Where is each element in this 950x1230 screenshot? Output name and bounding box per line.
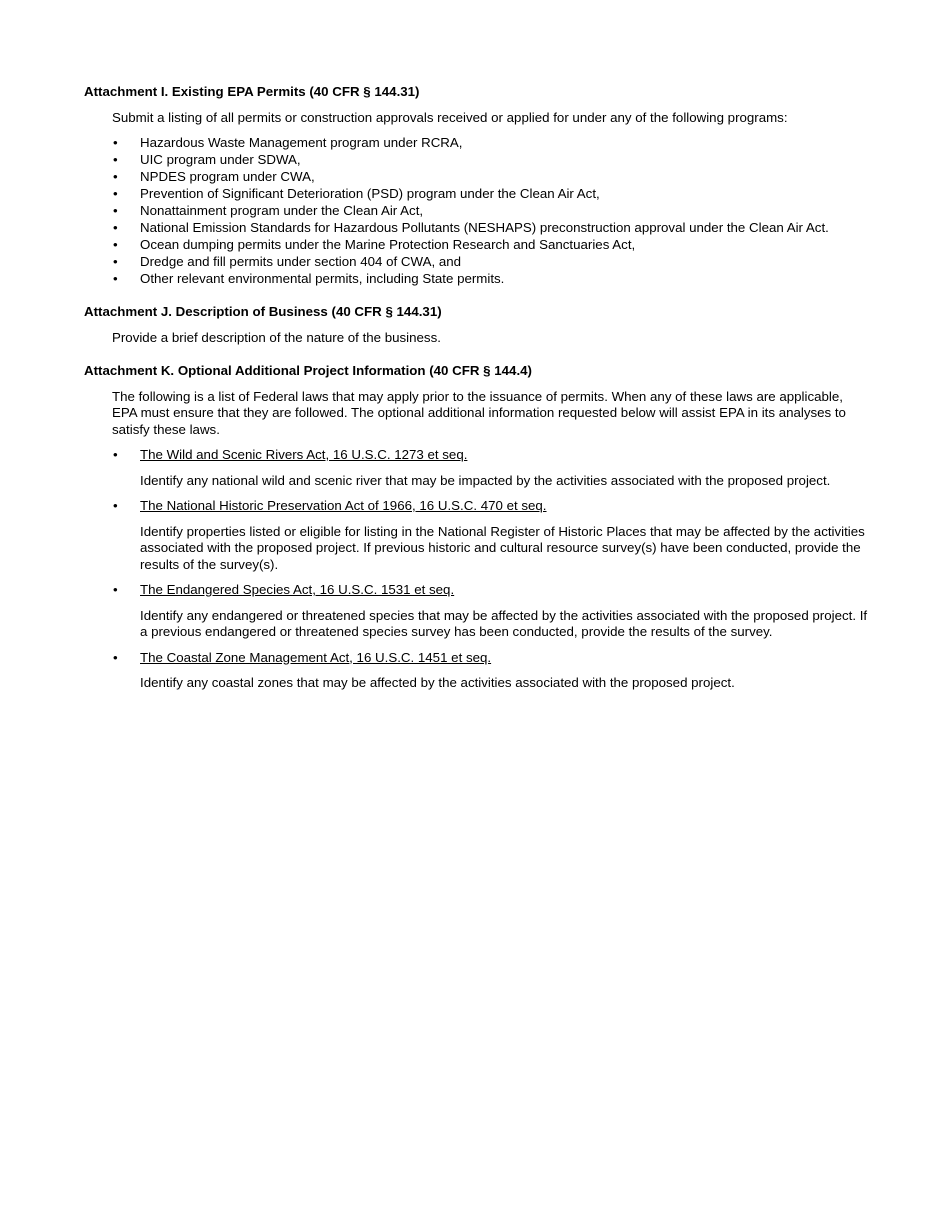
attachment-i-heading: Attachment I. Existing EPA Permits (40 CFR § 144.31) (84, 84, 420, 99)
attachment-i-section (84, 84, 868, 287)
program-label: Dredge and fill permits under section 404 of CWA, and (140, 254, 462, 269)
list-item (84, 270, 868, 287)
law-title: The Coastal Zone Management Act, 16 U.S.C. 1451 et seq. (140, 649, 492, 665)
list-item (84, 582, 868, 641)
list-item (84, 168, 868, 185)
program-label: Nonattainment program under the Clean Air Act, (140, 203, 424, 218)
attachment-i-intro: Submit a listing of all permits or construction approvals received or applied for under any of the following programs: (112, 109, 788, 125)
attachment-j-heading: Attachment J. Description of Business (40 CFR § 144.31) (84, 304, 442, 319)
bullet-icon: • (113, 237, 118, 252)
bullet-icon: • (113, 271, 118, 286)
program-label: NPDES program under CWA, (140, 169, 315, 184)
list-item (84, 202, 868, 219)
list-item (84, 236, 868, 253)
permit-program-list (84, 134, 868, 287)
list-item (84, 219, 868, 236)
bullet-icon: • (113, 254, 118, 269)
bullet-icon: • (113, 186, 118, 201)
document-page (84, 84, 868, 692)
law-description: Identify any coastal zones that may be affected by the activities associated with the proposed project. (140, 675, 735, 690)
bullet-icon: • (113, 135, 118, 150)
law-description: Identify properties listed or eligible for listing in the National Register of Historic Places that may be affected by the activities associated with the proposed project. If previous historic and cultural resource survey(s) have been conducted, provide the results of the survey(s). (140, 523, 865, 572)
attachment-k-section (84, 363, 868, 692)
law-title: The Wild and Scenic Rivers Act, 16 U.S.C. 1273 et seq. (140, 447, 468, 462)
bullet-icon: • (113, 203, 118, 218)
bullet-icon: • (113, 152, 118, 167)
bullet-icon: • (113, 220, 118, 235)
list-item (84, 151, 868, 168)
program-label: UIC program under SDWA, (140, 152, 301, 167)
program-label: Prevention of Significant Deterioration (PSD) program under the Clean Air Act, (140, 186, 600, 201)
list-item (84, 134, 868, 151)
program-label: National Emission Standards for Hazardous Pollutants (NESHAPS) preconstruction approval under the Clean Air Act. (140, 220, 829, 235)
bullet-icon: • (113, 498, 118, 513)
bullet-icon: • (113, 169, 118, 184)
list-item (84, 650, 868, 692)
bullet-icon: • (113, 582, 118, 597)
program-label: Hazardous Waste Management program under RCRA, (140, 135, 463, 150)
attachment-k-intro: The following is a list of Federal laws that may apply prior to the issuance of permits. When any of these laws are applicable, EPA must ensure that they are followed. The optional additional information requested below will assist EPA in its analyses to satisfy these laws. (112, 388, 846, 437)
law-title: The National Historic Preservation Act of 1966, 16 U.S.C. 470 et seq. (140, 498, 547, 513)
attachment-j-intro: Provide a brief description of the nature of the business. (112, 329, 441, 345)
law-title: The Endangered Species Act, 16 U.S.C. 1531 et seq. (140, 582, 455, 597)
law-description: Identify any endangered or threatened species that may be affected by the activities associated with the proposed project. If a previous endangered or threatened species survey has been conducted, provide the results of the survey. (140, 607, 868, 639)
law-description: Identify any national wild and scenic river that may be impacted by the activities associated with the proposed project. (140, 472, 831, 488)
program-label: Ocean dumping permits under the Marine Protection Research and Sanctuaries Act, (140, 237, 636, 252)
list-item (84, 447, 868, 489)
bullet-icon: • (113, 447, 118, 462)
bullet-icon: • (113, 649, 118, 665)
program-label: Other relevant environmental permits, including State permits. (140, 271, 505, 286)
federal-law-list (84, 447, 868, 692)
attachment-k-heading: Attachment K. Optional Additional Project Information (40 CFR § 144.4) (84, 363, 532, 378)
list-item (84, 253, 868, 270)
list-item (84, 498, 868, 573)
attachment-j-section (84, 304, 868, 346)
list-item (84, 185, 868, 202)
